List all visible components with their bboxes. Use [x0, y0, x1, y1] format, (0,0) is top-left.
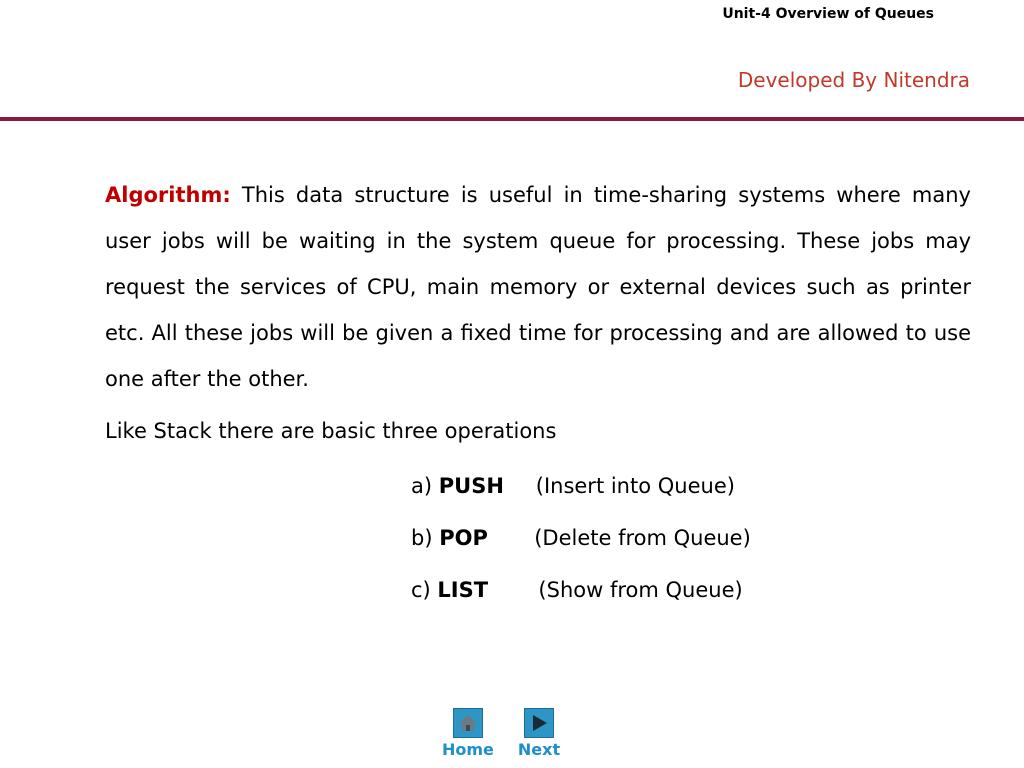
developer-credit: Developed By Nitendra — [737, 68, 970, 92]
unit-title: Unit-4 Overview of Queues — [722, 6, 934, 22]
algorithm-text: This data structure is useful in time-sharing systems where many user jobs will be waiting in the system queue for processing. These jobs may request the services of CPU, main memory or external devices such as printer etc. All these jobs will be given a fixed time for processing and are allowed to use one after the other. — [105, 183, 971, 391]
algorithm-paragraph — [105, 172, 971, 402]
operation-name: PUSH — [438, 474, 504, 498]
operation-description: (Insert into Queue) — [535, 474, 735, 498]
slide-navigation — [442, 708, 560, 759]
home-label[interactable]: Home — [442, 740, 494, 759]
operations-intro: Like Stack there are basic three operations — [105, 419, 557, 443]
operations-list — [411, 460, 971, 616]
next-label[interactable]: Next — [517, 740, 561, 759]
operation-description: (Show from Queue) — [538, 578, 743, 602]
operation-description: (Delete from Queue) — [534, 526, 751, 550]
operation-item — [411, 564, 971, 616]
operation-name: LIST — [437, 578, 489, 602]
operation-item — [411, 512, 971, 564]
play-arrow-icon[interactable] — [524, 708, 554, 738]
operation-prefix: a) — [411, 474, 439, 498]
operation-prefix: c) — [411, 578, 438, 602]
header-divider — [0, 117, 1024, 121]
next-button[interactable] — [518, 708, 560, 759]
operation-prefix: b) — [411, 526, 440, 550]
home-button[interactable] — [442, 708, 494, 759]
operation-item — [411, 460, 971, 512]
algorithm-label: Algorithm: — [105, 183, 231, 207]
operation-name: POP — [439, 526, 488, 550]
slide-content — [105, 172, 971, 616]
home-icon[interactable] — [453, 708, 483, 738]
